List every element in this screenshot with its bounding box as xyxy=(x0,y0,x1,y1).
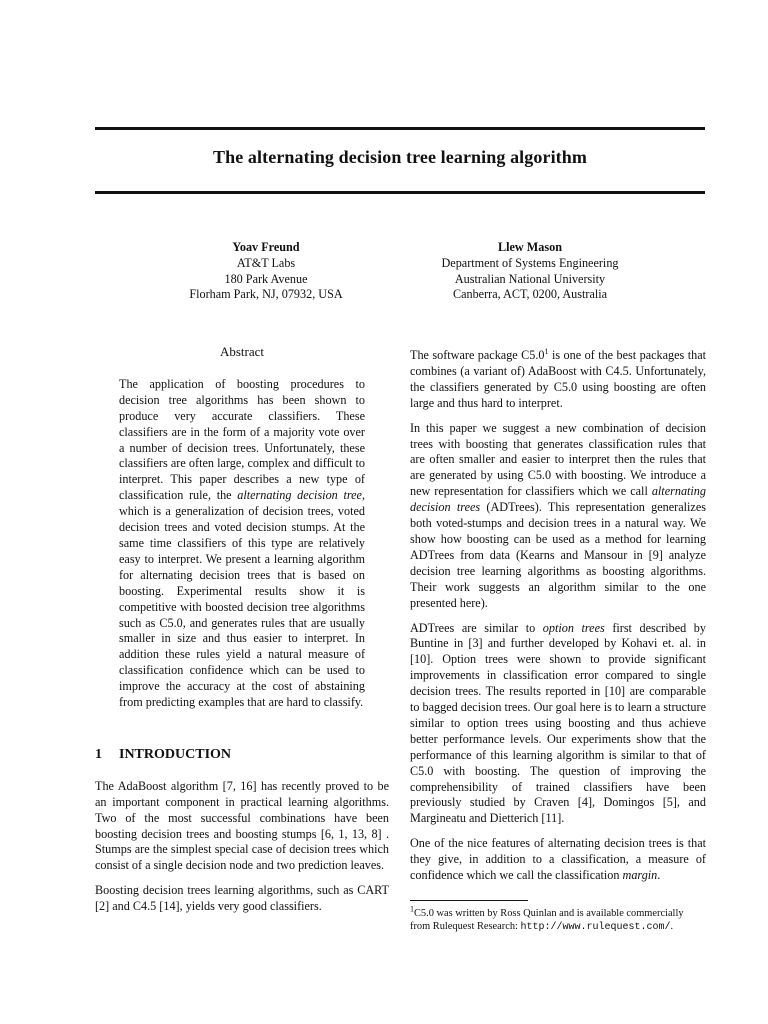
section-title: INTRODUCTION xyxy=(119,746,232,762)
author-affiliation-line: AT&T Labs xyxy=(236,255,296,270)
left-column xyxy=(95,344,389,915)
right-paragraph-2 xyxy=(410,421,706,612)
author-affiliation-line: Florham Park, NJ, 07932, USA xyxy=(189,287,343,302)
intro-paragraph-1: The AdaBoost algorithm [7, 16] has recently proved to be an important component in practical learning algorithms. Two of the most successful combinations have been boosting decision trees and boosting stumps [6, 1, 13, 8] . Stumps are the simplest special case of decision trees which consist of a single decision node and two prediction leaves. xyxy=(95,778,389,873)
abstract-text xyxy=(119,377,365,711)
author-name: Llew Mason xyxy=(498,240,562,254)
paragraph-emphasis: margin xyxy=(622,868,658,883)
footnote-tail: . xyxy=(670,921,674,932)
paragraph-text-part: The software package C5.0 xyxy=(410,348,545,362)
paragraph-text-part: In this paper we suggest a new combination of decision trees with boosting that generates classification rules that are often smaller and easier to interpret then the rules that are generated by using C5.0 with boosting. We introduce a new representation for classifiers which we call xyxy=(410,420,706,499)
paragraph-text-part: . xyxy=(657,868,661,883)
section-heading-introduction xyxy=(95,747,389,763)
paragraph-text-part: is one of the best packages that combines (a variant of) AdaBoost with C4.5. Unfortunately, the classifiers generated by C5.0 using boosting are often large and thus hard to interpret. xyxy=(410,348,706,410)
paragraph-text-part: (ADTrees). This representation generalizes both voted-stumps and decision trees in a natural way. We show how boosting can be used as a method for learning ADTrees from data (Kearns and Mansour in [9] analyze decision tree learning algorithms as boosting algorithms. Their work suggests an algorithm similar to the one presented here). xyxy=(410,500,706,610)
footnote-mark: 1 xyxy=(410,904,414,914)
abstract-emphasis: alternating decision tree xyxy=(237,488,362,503)
footnote-url-link[interactable]: http://www.rulequest.com/ xyxy=(520,922,671,933)
paper-title: The alternating decision tree learning algorithm xyxy=(213,147,587,167)
abstract-text-part: , which is a generalization of decision trees, voted decision trees and voted decision stumps. At the same time classifiers of this type are relatively easy to interpret. We present a learning algorithm for alternating decision trees that is based on boosting. Experimental results show it is competitive with boosted decision tree algorithms such as C5.0, and generates rules that are usually smaller in size and thus easier to interpret. In addition these rules yield a natural measure of classification confidence which can be used to improve the accuracy at the cost of abstaining from predicting examples that are hard to classify. xyxy=(119,488,365,710)
footnote xyxy=(410,904,706,934)
abstract-text-part: The application of boosting procedures to decision tree algorithms has been shown to produce very accurate classifiers. These classifiers are in the form of a majority vote over a number of decision trees. Unfortunately, these classifiers are often large, complex and difficult to interpret. This paper describes a new type of classification rule, the xyxy=(119,376,365,503)
paragraph-text-part: first described by Buntine in [3] and further developed by Kohavi et. al. in [10]. Option trees were shown to provide significant improvements in classification error compared to single decision trees. The results reported in [10] are comparable to bagged decision trees. Our goal here is to learn a structure similar to option trees using boosting and thus achieve better performance levels. Our experiments show that the performance of this learning algorithm is similar to that of C5.0 with boosting. The question of improving the comprehensibility of trained classifiers have been previously studied by Craven [4], Domingos [5], and Margineatu and Dietterich [11]. xyxy=(410,620,706,826)
paragraph-text-part: One of the nice features of alternating decision trees is that they give, in addition to a classification, a measure of confidence which we call the classification xyxy=(410,836,706,883)
title-rule-bottom xyxy=(95,191,705,194)
author-affiliation-line: 180 Park Avenue xyxy=(224,271,308,286)
author-affiliation-line: Canberra, ACT, 0200, Australia xyxy=(452,287,608,302)
abstract-heading: Abstract xyxy=(219,344,265,359)
author-affiliation-line: Department of Systems Engineering xyxy=(441,255,619,270)
author-name: Yoav Freund xyxy=(232,240,300,254)
author-block-2 xyxy=(410,240,650,303)
author-block-1 xyxy=(150,240,382,303)
paragraph-emphasis: option trees xyxy=(542,620,605,635)
paragraph-text-part: ADTrees are similar to xyxy=(410,620,543,635)
intro-paragraph-2: Boosting decision trees learning algorithms, such as CART [2] and C4.5 [14], yields very good classifiers. xyxy=(95,883,389,914)
right-paragraph-3 xyxy=(410,621,706,828)
footnote-rule xyxy=(410,900,528,901)
right-column xyxy=(410,348,706,934)
paragraph-emphasis: alternating decision trees xyxy=(410,484,706,515)
right-paragraph-4 xyxy=(410,836,706,884)
author-affiliation-line: Australian National University xyxy=(454,271,606,286)
title-rule-top xyxy=(95,127,705,130)
section-number: 1 xyxy=(95,746,102,762)
footnote-text: C5.0 was written by Ross Quinlan and is available commercially from Rulequest Research: xyxy=(410,908,684,932)
footnote-marker: 1 xyxy=(544,346,549,356)
right-paragraph-1 xyxy=(410,348,706,412)
